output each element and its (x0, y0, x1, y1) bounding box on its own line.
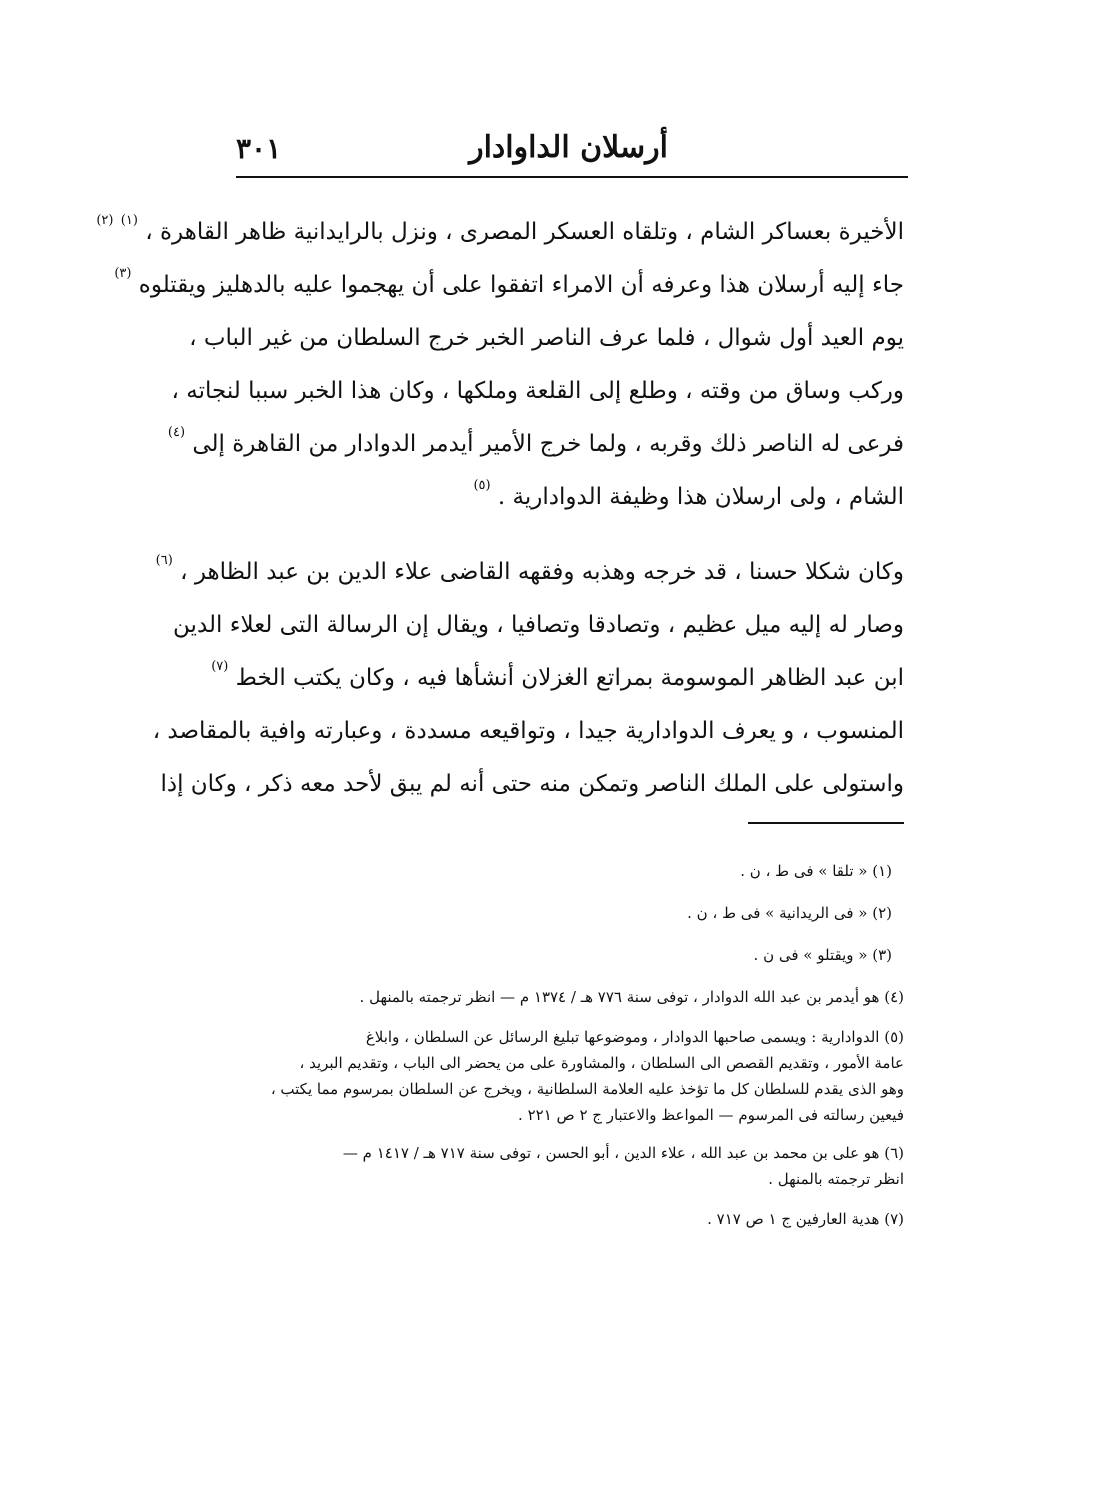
footnote-6 (236, 1140, 904, 1192)
text-line (114, 259, 904, 312)
text-line: يوم العيد أول شوال ، فلما عرف الناصر الخبر خرج السلطان من غير الباب ، (189, 325, 904, 351)
text-line (167, 418, 904, 471)
footnote-line: (٥) الدوادارية : ويسمى صاحبها الدوادار ، وموضوعها تبليغ الرسائل عن السلطان ، وابلاغ (365, 1028, 904, 1046)
footnote-gap (236, 1192, 904, 1204)
text-line-content: ابن عبد الظاهر الموسومة بمراتع الغزلان أنشأها فيه ، وكان يكتب الخط (235, 665, 904, 691)
footnote-marker: (٧) (211, 659, 229, 674)
footnote-divider (748, 822, 904, 824)
footnote-line: (٦) هو على بن محمد بن عبد الله ، علاء الدين ، أبو الحسن ، توفى سنة ٧١٧ هـ / ١٤١٧ م — (342, 1144, 904, 1162)
text-line: وركب وساق من وقته ، وطلع إلى القلعة وملكها ، وكان هذا الخبر سببا لنجاته ، (171, 378, 904, 404)
footnote-line: عامة الأمور ، وتقديم القصص الى السلطان ، والمشاورة على من يحضر الى الباب ، وتقديم البريد ، (299, 1054, 904, 1072)
footnote-5 (236, 1024, 904, 1128)
header-divider (236, 176, 908, 178)
text-line: المنسوب ، و يعرف الدوادارية جيدا ، وتواقيعه مسددة ، وعبارته وافية بالمقاصد ، (152, 718, 904, 744)
text-line-content: فرعى له الناصر ذلك وقربه ، ولما خرج الأمير أيدمر الدوادار من القاهرة إلى (192, 431, 904, 457)
text-line: واستولى على الملك الناصر وتمكن منه حتى أنه لم يبق لأحد معه ذكر ، وكان إذا (160, 771, 904, 797)
text-line (96, 206, 904, 259)
text-line (211, 652, 904, 705)
footnote-marker: (٢) (96, 213, 114, 228)
text-line: وصار له إليه ميل عظيم ، وتصادقا وتصافيا ، ويقال إن الرسالة التى لعلاء الدين (173, 612, 904, 638)
page-header (236, 128, 908, 174)
footnote-3: (٣) « ويقتلو » فى ن . (753, 946, 892, 964)
footnote-line: انظر ترجمته بالمنهل . (768, 1170, 904, 1188)
footnote-gap (236, 1128, 904, 1140)
footnote-4: (٤) هو أيدمر بن عبد الله الدوادار ، توفى سنة ٧٧٦ هـ / ١٣٧٤ م — انظر ترجمته بالمنهل . (359, 988, 904, 1006)
text-line-content: وكان شكلا حسنا ، قد خرجه وهذبه وفقهه القاضى علاء الدين بن عبد الظاهر ، (180, 559, 904, 585)
footnote-marker: (١) (120, 213, 138, 228)
footnote-line: وهو الذى يقدم للسلطان كل ما تؤخذ عليه العلامة السلطانية ، ويخرج عن السلطان بمرسوم مما يكتب ، (270, 1080, 904, 1098)
paragraph-gap (240, 524, 904, 546)
footnotes (236, 856, 904, 1246)
text-line-content: الشام ، ولى ارسلان هذا وظيفة الدوادارية . (497, 484, 904, 510)
footnote-2: (٢) « فى الريدانية » فى ط ، ن . (687, 904, 892, 922)
footnote-marker: (٤) (167, 425, 186, 440)
text-line-content: الأخيرة بعساكر الشام ، وتلقاه العسكر المصرى ، ونزل بالرايدانية ظاهر القاهرة ، (145, 219, 904, 245)
text-line (155, 546, 904, 599)
text-line (240, 471, 904, 524)
footnote-7: (٧) هدية العارفين ج ١ ص ٧١٧ . (707, 1210, 904, 1228)
running-title: أرسلان الداوادار (469, 130, 668, 165)
footnote-line: فيعين رسالته فى المرسوم — المواعظ والاعتبار ج ٢ ص ٢٢١ . (518, 1106, 904, 1124)
text-line-content: جاء إليه أرسلان هذا وعرفه أن الامراء اتفقوا على أن يهجموا عليه بالدهليز ويقتلوه (138, 272, 904, 298)
footnote-marker: (٣) (114, 266, 132, 281)
page-number: ٣٠١ (236, 132, 282, 165)
footnote-marker: (٥) (473, 478, 491, 493)
main-text (96, 206, 904, 811)
footnote-marker: (٦) (155, 553, 173, 568)
footnote-1: (١) « تلقا » فى ط ، ن . (740, 862, 892, 880)
